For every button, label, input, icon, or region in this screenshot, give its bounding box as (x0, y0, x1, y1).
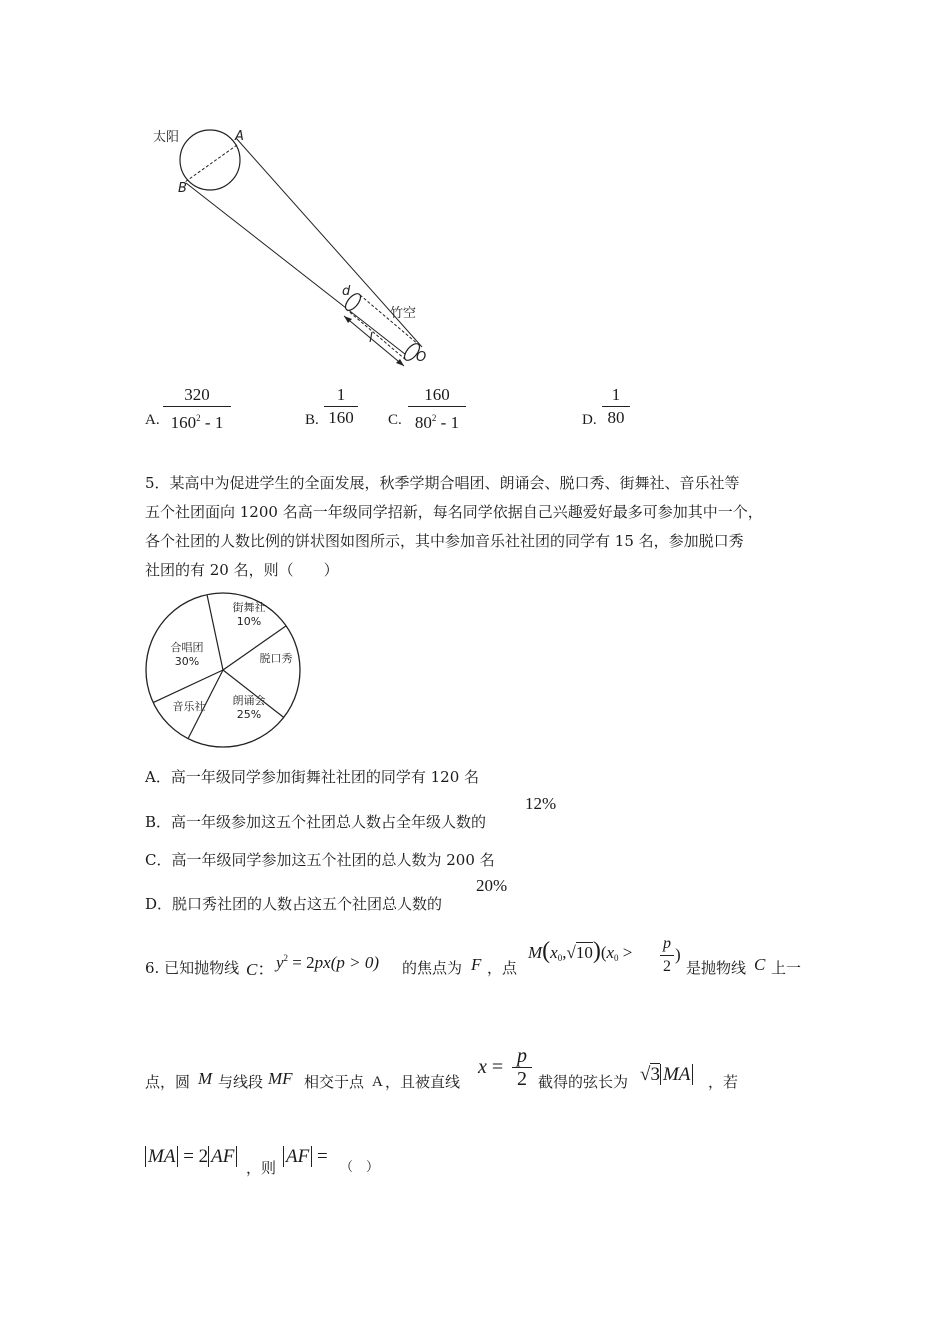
club-pie-chart (145, 588, 315, 753)
q6-curve-c-2: C (754, 955, 766, 974)
q6-p-over-2: p 2 (660, 934, 674, 977)
q6-answer-blank[interactable]: （ ） (340, 1160, 380, 1175)
q6-line2-e: 截得的弦长为 (538, 1073, 629, 1091)
q6-focus-f: F (471, 955, 482, 974)
q5-line-2: 五个社团面向 1200 名高一年级同学招新，每名同学依据自己兴趣爱好最多可参加其中一个， (145, 503, 763, 521)
pie-slice-label: 合唱团 (170, 641, 204, 654)
tube-label: 竹空 (390, 306, 417, 321)
pie-slice-label: 街舞社 (232, 601, 266, 614)
point-l-label: l (369, 331, 373, 346)
q6-focus-text: 的焦点为 (402, 959, 463, 977)
q6-line2-a: 点，圆 (145, 1073, 191, 1091)
option-letter: B. (305, 412, 319, 428)
pie-slice-percent: 30% (174, 655, 200, 668)
pie-slice-label: 音乐社 (172, 700, 206, 713)
option-letter: D. (582, 412, 597, 428)
q5-line-4: 社团的有 20 名，则（ ） (145, 561, 339, 579)
pie-slice-label: 朗诵会 (232, 694, 266, 707)
q6-on-curve-text: 是抛物线 (686, 959, 747, 977)
q5-option-d-value: 20% (476, 876, 508, 895)
q6-curve-c: C： (246, 960, 275, 979)
q5-option-b-value: 12% (525, 794, 557, 813)
option-fraction: 320 $160^2 - 1$ (163, 385, 231, 433)
pie-slice-percent: 25% (236, 708, 262, 721)
q6-line2-c: 相交于点 (304, 1073, 365, 1091)
sun-diameter-dashed (185, 145, 237, 182)
pie-slice-percent: 10% (236, 615, 262, 628)
q5-option-c[interactable]: C．高一年级同学参加这五个社团的总人数为 200 名 (145, 851, 495, 869)
point-b-label: B (178, 181, 187, 196)
ray-lower (186, 183, 410, 358)
point-d-label: d (342, 284, 351, 299)
q6-parabola-equation: $y^2 = 2px(p > 0)$ (276, 953, 379, 972)
q6-line2-f: ，若 (708, 1073, 739, 1091)
option-fraction: 160 $80^2 - 1$ (408, 385, 466, 433)
q6-above-text: 上一 (771, 959, 802, 977)
point-a-label: A (235, 129, 244, 144)
pie-slice-label: 脱口秀 (259, 652, 293, 665)
q6-point-a: A (372, 1074, 383, 1090)
sun-tube-diagram (140, 120, 440, 370)
q5-line-3: 各个社团的人数比例的饼状图如图所示，其中参加音乐社社团的同学有 15 名，参加脱口秀 (145, 532, 744, 550)
q5-line-1: 5．某高中为促进学生的全面发展，秋季学期合唱团、朗诵会、脱口秀、街舞社、音乐社等 (145, 474, 740, 492)
option-letter: A. (145, 412, 160, 428)
option-fraction: 1 160 (324, 385, 358, 428)
q6-then: ，则 (246, 1159, 277, 1177)
q6-line-x: x = (478, 1056, 504, 1078)
q6-condition: MA = 2 AF (145, 1146, 237, 1168)
sun-circle (180, 130, 240, 190)
q5-option-d[interactable]: D．脱口秀社团的人数占这五个社团总人数的 (145, 895, 443, 913)
q6-segment-mf: MF (268, 1069, 293, 1088)
q5-option-a[interactable]: A．高一年级同学参加街舞社社团的同学有 120 名 (145, 768, 480, 786)
q6-prefix: 6. 已知抛物线 (145, 959, 240, 977)
q6-line2-b: 与线段 (218, 1073, 264, 1091)
point-o-label: O (416, 350, 427, 365)
q6-af-equals: AF = (283, 1146, 328, 1168)
q6-line-p-over-2: p 2 (512, 1046, 532, 1089)
q6-point-text: ，点 (487, 959, 518, 977)
option-letter: C. (388, 412, 402, 428)
q6-line2-d: ，且被直线 (385, 1073, 461, 1091)
q6-point-m: $M(x_0,√10)(x_0$ > (528, 938, 633, 964)
length-arrow (344, 316, 404, 366)
q6-close-paren: ) (675, 945, 681, 964)
sun-label: 太阳 (153, 130, 180, 145)
q5-option-b[interactable]: B．高一年级参加这五个社团总人数占全年级人数的 (145, 813, 487, 831)
option-fraction: 1 80 (602, 385, 630, 428)
q6-circle-m: M (198, 1069, 213, 1088)
q6-chord-length: √3 MA (640, 1064, 693, 1086)
